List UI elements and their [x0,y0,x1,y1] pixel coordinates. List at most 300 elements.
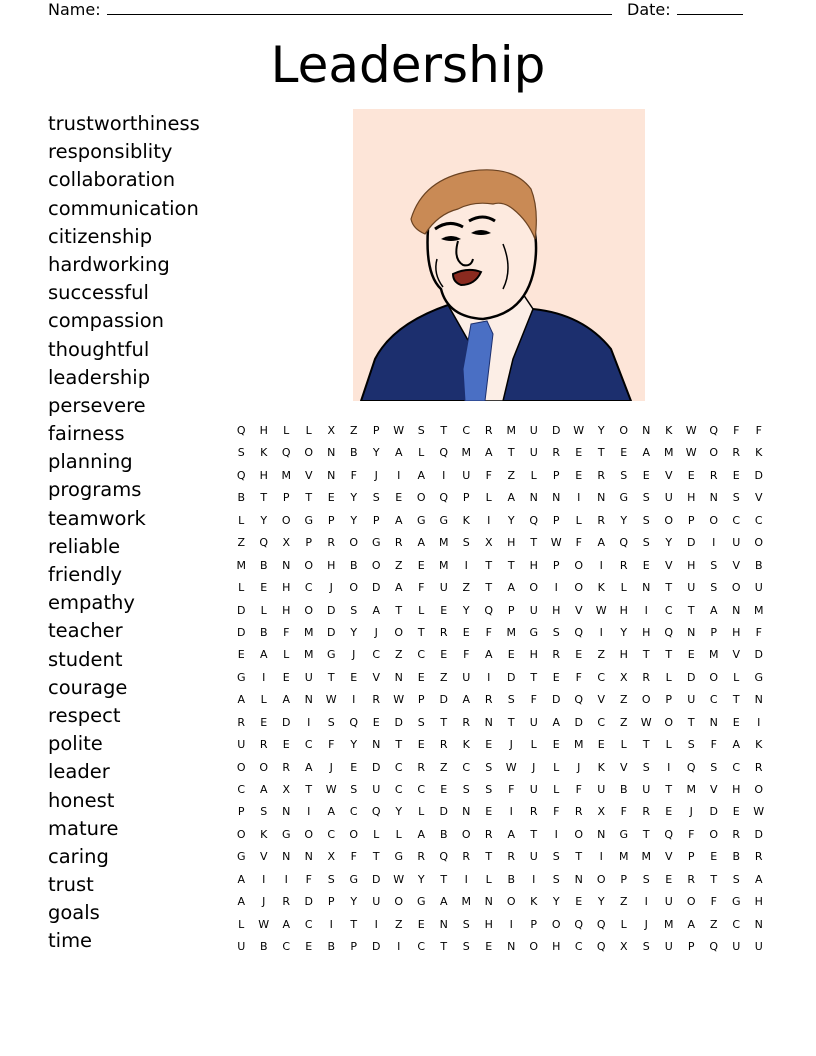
grid-letter: I [532,872,536,886]
grid-letter: V [372,670,381,684]
grid-letter: U [664,491,673,505]
grid-letter: D [304,895,313,909]
grid-letter: T [350,917,358,931]
grid-letter: W [393,693,405,707]
grid-letter: R [732,827,741,841]
grid-letter: L [260,693,267,707]
grid-letter: E [665,805,673,819]
grid-letter: G [731,895,741,909]
grid-letter: Q [439,491,449,505]
grid-letter: Y [620,513,628,527]
grid-letter: G [619,827,629,841]
grid-letter: G [281,827,291,841]
word-list-item: communication [48,196,199,220]
grid-letter: E [575,895,583,909]
grid-letter: F [418,581,425,595]
grid-letter: D [439,693,448,707]
grid-letter: F [485,625,492,639]
grid-letter: C [304,581,313,595]
grid-letter: K [665,424,673,437]
grid-letter: U [462,670,471,684]
grid-letter: E [732,468,740,482]
grid-letter: O [394,625,404,639]
grid-letter: T [530,827,538,841]
grid-letter: A [597,536,606,550]
grid-letter: L [553,783,560,796]
grid-letter: N [304,850,313,864]
grid-letter: Z [237,536,246,550]
grid-letter: L [283,648,290,662]
grid-letter: C [574,940,583,954]
grid-letter: Z [394,648,403,662]
grid-letter: O [686,895,696,909]
grid-letter: A [709,603,718,617]
grid-letter: Q [439,850,449,864]
grid-letter: O [529,940,539,954]
grid-letter: T [440,424,448,437]
grid-letter: A [754,872,763,886]
grid-letter: R [709,468,718,482]
grid-letter: O [281,513,291,527]
grid-letter: A [484,446,493,460]
grid-letter: U [529,424,538,437]
word-list-item: responsiblity [48,140,173,164]
grid-letter: D [754,827,763,841]
grid-letter: N [507,940,516,954]
grid-letter: F [575,783,582,796]
grid-letter: B [237,491,246,505]
word-list-item: leadership [48,365,151,389]
grid-letter: H [687,558,696,572]
grid-letter: D [754,468,763,482]
grid-letter: T [507,558,515,572]
word-list-item: thoughtful [48,337,150,361]
grid-letter: G [416,513,426,527]
grid-letter: R [597,513,606,527]
grid-letter: H [552,940,561,954]
grid-letter: T [687,603,695,617]
grid-letter: O [304,558,314,572]
grid-letter: O [236,760,246,774]
grid-letter: O [596,872,606,886]
grid-letter: G [439,513,449,527]
grid-letter: C [754,513,763,527]
word-list-item: respect [48,703,121,727]
grid-letter: A [439,895,448,909]
grid-letter: L [485,491,492,505]
grid-letter: H [619,648,628,662]
grid-letter: U [754,581,763,595]
grid-letter: T [507,715,515,729]
grid-letter: Z [619,895,628,909]
grid-letter: O [709,827,719,841]
grid-letter: O [551,917,561,931]
grid-letter: E [732,715,740,729]
grid-letter: R [394,536,403,550]
grid-letter: J [509,738,513,752]
grid-letter: U [754,940,763,954]
grid-letter: H [484,917,493,931]
grid-letter: S [642,491,650,505]
grid-letter: Q [281,446,291,460]
grid-letter: R [642,670,651,684]
grid-letter: D [394,715,403,729]
grid-letter: Z [597,648,606,662]
grid-letter: L [620,738,627,752]
grid-letter: S [417,424,425,437]
grid-letter: I [329,917,333,931]
grid-letter: U [664,940,673,954]
grid-letter: T [687,715,695,729]
grid-letter: Y [350,738,358,752]
grid-letter: S [552,872,560,886]
word-list-item: collaboration [48,168,176,192]
grid-letter: O [394,895,404,909]
grid-letter: Y [552,895,560,909]
grid-letter: O [709,446,719,460]
grid-letter: J [689,805,693,819]
grid-letter: V [732,648,741,662]
grid-letter: D [282,715,291,729]
grid-letter: P [350,940,358,954]
grid-letter: G [371,536,381,550]
grid-letter: C [417,648,426,662]
grid-letter: C [732,513,741,527]
grid-letter: I [442,468,446,482]
grid-letter: L [305,424,312,437]
grid-letter: H [282,581,291,595]
grid-letter: R [439,625,448,639]
grid-letter: I [644,603,648,617]
grid-letter: F [463,648,470,662]
grid-letter: D [709,805,718,819]
grid-letter: L [395,827,402,841]
grid-letter: A [237,693,246,707]
grid-letter: A [507,827,516,841]
grid-letter: T [485,558,493,572]
grid-letter: E [732,805,740,819]
grid-letter: I [667,760,671,774]
grid-letter: X [484,536,493,550]
grid-letter: L [260,603,267,617]
grid-letter: L [733,670,740,684]
word-list-item: successful [48,281,149,305]
grid-letter: D [327,625,336,639]
grid-letter: I [599,625,603,639]
grid-letter: D [372,760,381,774]
grid-letter: P [710,625,718,639]
grid-letter: T [665,581,673,595]
grid-letter: Q [574,917,584,931]
grid-letter: J [577,760,581,774]
grid-letter: F [305,872,312,886]
grid-letter: F [620,805,627,819]
grid-letter: L [418,446,425,460]
grid-letter: A [304,760,313,774]
grid-letter: I [307,805,311,819]
grid-letter: Y [372,446,380,460]
grid-letter: E [485,738,493,752]
grid-letter: N [462,805,471,819]
grid-letter: V [619,760,628,774]
grid-letter: W [595,603,607,617]
grid-letter: E [305,940,313,954]
grid-letter: S [462,917,470,931]
grid-letter: N [529,491,538,505]
grid-letter: P [327,513,335,527]
grid-letter: R [282,895,291,909]
grid-letter: M [461,895,471,909]
grid-letter: U [687,581,696,595]
grid-letter: N [439,917,448,931]
grid-letter: N [282,850,291,864]
grid-letter: Z [709,917,718,931]
grid-letter: G [394,850,404,864]
grid-letter: P [665,693,673,707]
grid-letter: B [349,446,358,460]
grid-letter: T [597,446,605,460]
grid-letter: Q [619,536,629,550]
date-field[interactable] [677,0,743,15]
grid-letter: E [327,491,335,505]
grid-letter: R [417,760,426,774]
word-list-item: student [48,647,123,671]
grid-letter: L [418,603,425,617]
grid-letter: O [371,558,381,572]
grid-letter: O [709,670,719,684]
grid-letter: P [372,424,380,437]
grid-letter: E [620,446,628,460]
grid-letter: S [327,872,335,886]
grid-letter: H [687,491,696,505]
grid-letter: E [575,468,583,482]
grid-letter: E [350,670,358,684]
grid-letter: I [262,872,266,886]
grid-letter: U [642,783,651,796]
grid-letter: B [754,558,763,572]
grid-letter: G [416,895,426,909]
grid-letter: O [304,827,314,841]
grid-letter: Q [236,468,246,482]
grid-letter: W [573,424,585,437]
grid-letter: Y [350,625,358,639]
word-list-item: goals [48,901,100,925]
grid-letter: X [282,783,291,796]
grid-letter: E [237,648,245,662]
grid-letter: A [282,693,291,707]
grid-letter: H [552,603,561,617]
grid-letter: T [530,670,538,684]
grid-letter: Y [507,513,515,527]
grid-letter: L [238,581,245,595]
grid-letter: T [440,940,448,954]
grid-letter: E [485,940,493,954]
word-list-item: honest [48,788,115,812]
grid-letter: D [552,693,561,707]
grid-letter: E [507,648,515,662]
grid-letter: O [416,491,426,505]
grid-letter: F [733,424,740,437]
grid-letter: O [574,558,584,572]
grid-letter: R [642,805,651,819]
grid-letter: D [372,581,381,595]
grid-letter: P [507,603,515,617]
grid-letter: G [529,625,539,639]
grid-letter: S [732,872,740,886]
grid-letter: C [349,805,358,819]
grid-letter: M [619,850,629,864]
grid-letter: E [440,603,448,617]
grid-letter: U [237,940,246,954]
grid-letter: Q [529,513,539,527]
grid-letter: N [484,715,493,729]
word-list-item: time [48,929,93,953]
grid-letter: J [262,895,266,909]
grid-letter: B [439,827,448,841]
grid-letter: O [236,827,246,841]
grid-letter: T [732,693,740,707]
grid-letter: O [349,827,359,841]
grid-letter: S [732,491,740,505]
word-list-item: leader [48,760,110,784]
grid-letter: Q [439,446,449,460]
grid-letter: F [350,850,357,864]
grid-letter: N [372,738,381,752]
grid-letter: H [732,625,741,639]
grid-letter: I [487,513,491,527]
grid-letter: F [710,738,717,752]
grid-letter: H [507,536,516,550]
grid-letter: H [259,468,268,482]
name-label: Name: [48,0,101,19]
grid-letter: A [372,603,381,617]
grid-letter: H [529,648,538,662]
grid-letter: T [642,738,650,752]
grid-letter: E [597,738,605,752]
grid-letter: T [642,648,650,662]
word-list-item: citizenship [48,224,153,248]
grid-letter: N [327,468,336,482]
grid-letter: S [687,738,695,752]
grid-letter: U [372,895,381,909]
grid-letter: A [417,536,426,550]
grid-letter: A [507,491,516,505]
grid-letter: B [732,850,741,864]
grid-letter: A [394,581,403,595]
grid-letter: P [687,513,695,527]
grid-letter: H [327,558,336,572]
grid-letter: D [237,603,246,617]
grid-letter: L [373,827,380,841]
grid-letter: L [238,513,245,527]
grid-letter: T [327,670,335,684]
grid-letter: U [529,715,538,729]
grid-letter: Z [619,715,628,729]
grid-letter: U [529,603,538,617]
grid-letter: F [485,468,492,482]
grid-letter: A [507,581,516,595]
grid-letter: O [349,581,359,595]
grid-letter: T [260,491,268,505]
grid-letter: E [417,738,425,752]
grid-letter: M [281,468,291,482]
grid-letter: I [577,491,581,505]
grid-letter: T [395,738,403,752]
grid-letter: E [552,738,560,752]
grid-letter: E [665,872,673,886]
grid-letter: V [754,491,763,505]
grid-letter: S [642,760,650,774]
grid-letter: O [754,783,764,796]
grid-letter: T [440,872,448,886]
grid-letter: Z [619,693,628,707]
grid-letter: W [685,424,697,437]
grid-letter: L [283,424,290,437]
grid-letter: O [304,446,314,460]
grid-letter: S [642,872,650,886]
grid-letter: Y [350,491,358,505]
grid-letter: H [529,558,538,572]
grid-letter: T [305,491,313,505]
grid-letter: E [417,558,425,572]
grid-letter: C [304,738,313,752]
grid-letter: A [394,446,403,460]
grid-letter: U [529,850,538,864]
grid-letter: R [619,558,628,572]
grid-letter: W [325,783,337,796]
grid-letter: L [665,670,672,684]
grid-letter: J [644,917,648,931]
grid-letter: X [327,850,336,864]
grid-letter: D [552,424,561,437]
grid-letter: Y [417,872,425,886]
grid-letter: X [597,805,606,819]
grid-letter: K [260,446,268,460]
grid-letter: E [440,648,448,662]
grid-letter: Z [349,424,358,437]
grid-letter: I [599,558,603,572]
grid-letter: O [731,581,741,595]
grid-letter: N [732,603,741,617]
grid-letter: C [304,917,313,931]
grid-letter: S [485,760,493,774]
grid-letter: N [574,872,583,886]
grid-letter: C [394,760,403,774]
grid-letter: C [597,670,606,684]
grid-letter: S [710,558,718,572]
name-field[interactable] [107,0,612,15]
word-list-item: courage [48,675,128,699]
grid-letter: E [687,468,695,482]
grid-letter: A [259,648,268,662]
grid-letter: I [644,895,648,909]
grid-letter: C [462,760,471,774]
grid-letter: N [394,670,403,684]
grid-letter: S [642,513,650,527]
grid-letter: T [485,581,493,595]
grid-letter: U [372,783,381,796]
grid-letter: L [553,760,560,774]
grid-letter: Y [350,895,358,909]
grid-letter: N [484,895,493,909]
grid-letter: A [237,872,246,886]
word-list-item: mature [48,816,119,840]
grid-letter: P [552,558,560,572]
grid-letter: S [507,693,515,707]
grid-letter: U [732,940,741,954]
grid-letter: B [349,558,358,572]
grid-letter: U [529,783,538,796]
